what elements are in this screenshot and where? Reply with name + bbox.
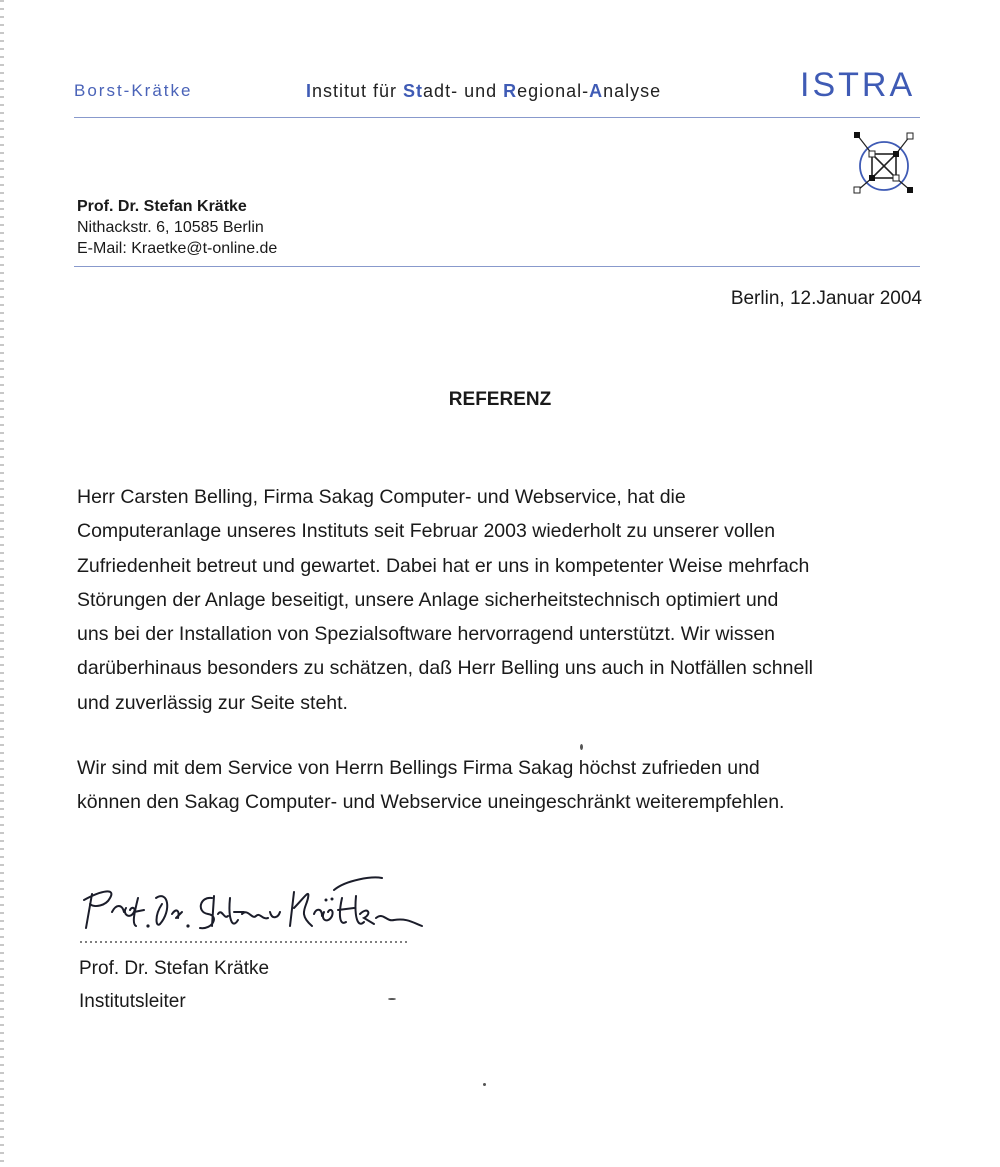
body-line: können den Sakag Computer- und Webservice uneingeschränkt weiterempfehlen.	[77, 791, 785, 814]
body-paragraph-2	[77, 751, 937, 820]
letter-subject: REFERENZ	[448, 389, 552, 410]
body-line: und zuverlässig zur Seite steht.	[77, 691, 348, 714]
scan-speck	[388, 998, 396, 1000]
body-line: Computeranlage unseres Instituts seit Februar 2003 wiederholt zu unserer vollen	[77, 520, 776, 543]
institute-text: nalyse	[603, 81, 662, 101]
body-line: darüberhinaus besonders zu schätzen, daß Herr Belling uns auch in Notfällen schnell	[77, 657, 814, 680]
letter-date: Berlin, 12.Januar 2004	[730, 288, 922, 309]
institute-initial: A	[589, 81, 604, 101]
institute-initial: R	[503, 81, 518, 101]
institute-text: adt- und	[423, 81, 504, 101]
sender-email: E-Mail: Kraetke@t-online.de	[77, 240, 278, 257]
institute-text: nstitut für	[312, 81, 404, 101]
body-line: Zufriedenheit betreut und gewartet. Dabei hat er uns in kompetenter Weise mehrfach	[77, 554, 810, 577]
body-line: Herr Carsten Belling, Firma Sakag Computer- und Webservice, hat die	[77, 486, 686, 508]
letterhead-institute-name	[306, 81, 661, 102]
body-line: Störungen der Anlage beseitigt, unsere Anlage sicherheitstechnisch optimiert und	[77, 588, 779, 611]
sender-name: Prof. Dr. Stefan Krätke	[77, 198, 247, 215]
institute-initial: St	[403, 81, 424, 101]
institute-text: egional-	[517, 81, 590, 101]
sender-address: Nithackstr. 6, 10585 Berlin	[77, 219, 264, 236]
letterhead-left-brand: Borst-Krätke	[74, 81, 193, 100]
body-line: Wir sind mit dem Service von Herrn Bellings Firma Sakag höchst zufrieden und	[77, 757, 760, 779]
body-line: uns bei der Installation von Spezialsoftware hervorragend unterstützt. Wir wissen	[77, 623, 776, 646]
signer-title: Institutsleiter	[79, 991, 186, 1012]
signer-name: Prof. Dr. Stefan Krätke	[79, 958, 270, 979]
istra-logo-icon	[850, 130, 916, 196]
scan-edge	[0, 0, 4, 1167]
handwritten-signature	[72, 868, 432, 958]
sender-rule	[74, 266, 920, 267]
body-paragraph-1	[77, 480, 937, 720]
header-rule	[74, 117, 920, 118]
scan-speck	[483, 1083, 486, 1086]
letterhead-right-brand: ISTRA	[800, 66, 916, 104]
institute-initial: I	[306, 81, 313, 101]
scan-speck	[580, 744, 583, 750]
